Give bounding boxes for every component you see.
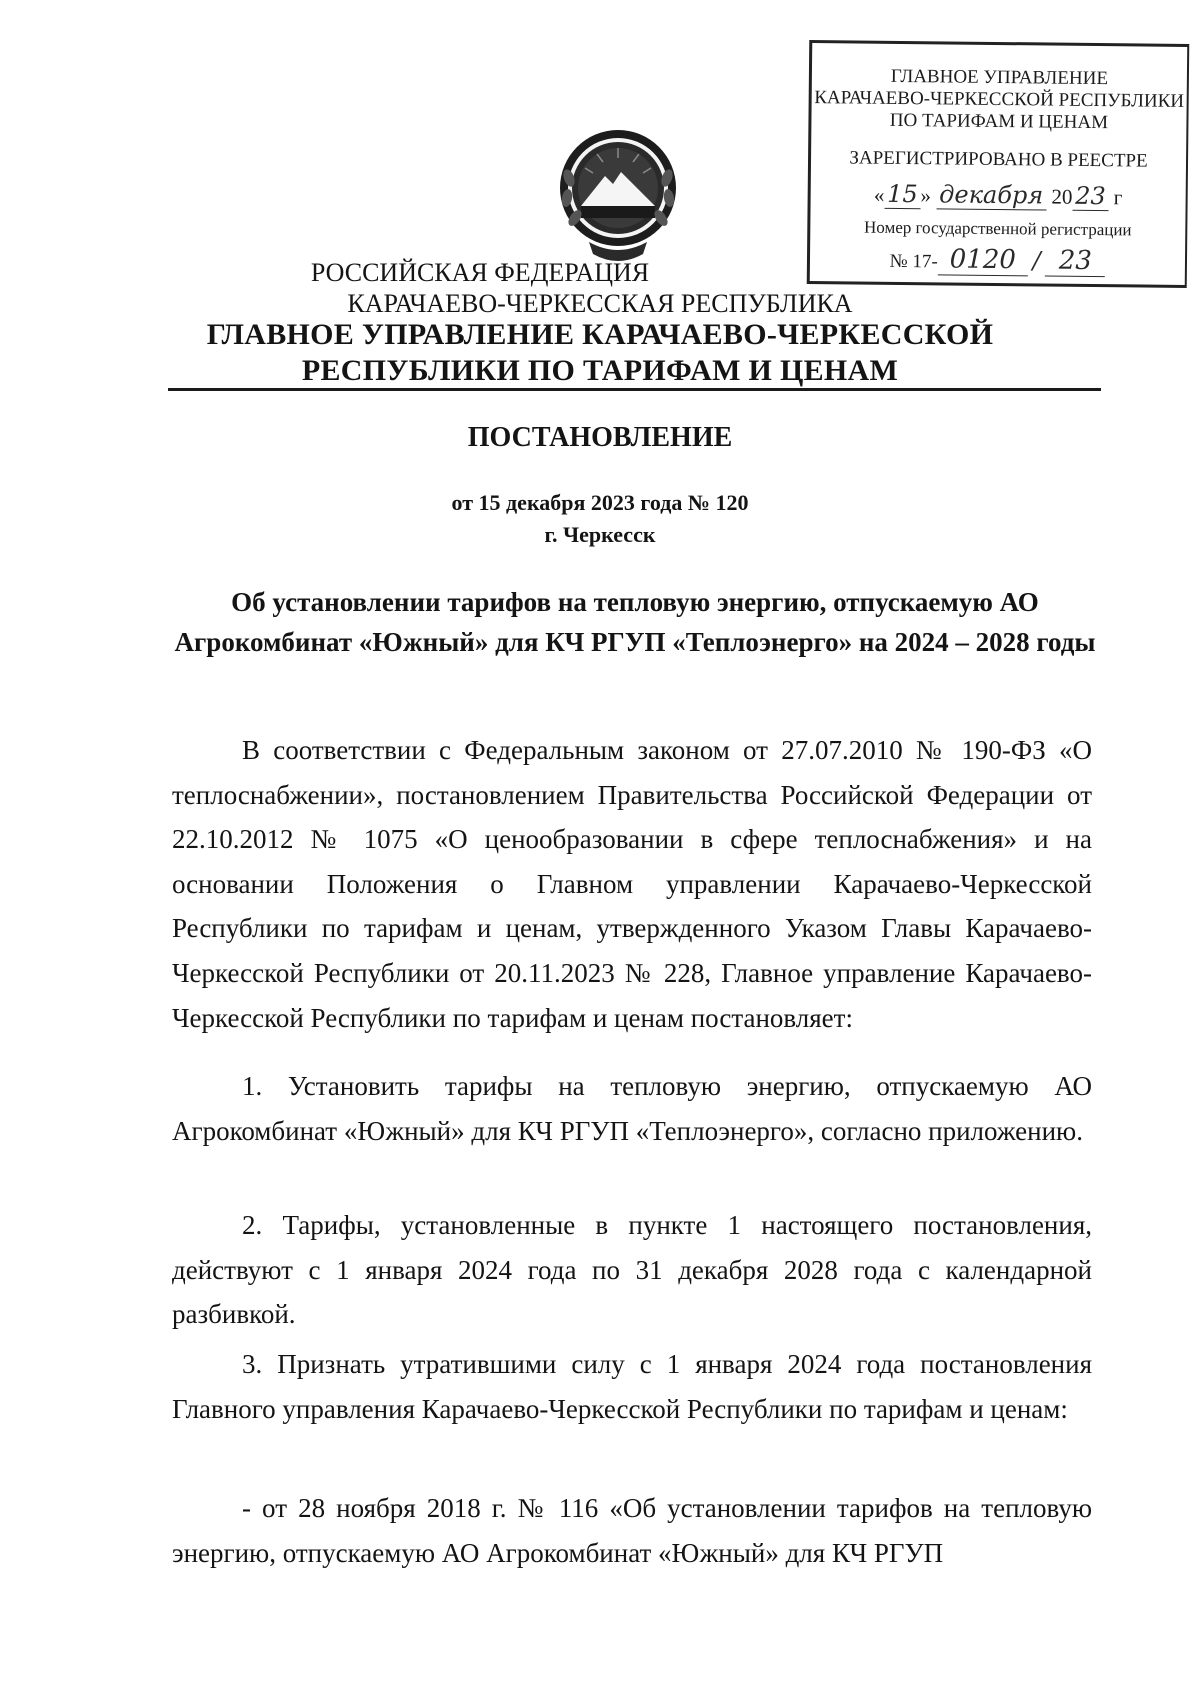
- header-republic: КАРАЧАЕВО-ЧЕРКЕССКАЯ РЕСПУБЛИКА: [347, 289, 853, 318]
- stamp-date-open-quote: «: [873, 182, 885, 207]
- registration-stamp: [807, 40, 1190, 288]
- header-organization-line1: ГЛАВНОЕ УПРАВЛЕНИЕ КАРАЧАЕВО-ЧЕРКЕССКОЙ: [206, 318, 994, 351]
- stamp-reg-year: 23: [1045, 246, 1105, 278]
- stamp-reg-separator: /: [1032, 246, 1041, 275]
- stamp-month: декабря: [936, 180, 1046, 210]
- stamp-reg-prefix: № 17-: [889, 250, 938, 273]
- document-date-number: от 15 декабря 2023 года № 120: [451, 490, 749, 515]
- stamp-day: 15: [884, 180, 920, 209]
- stamp-year-unit: г: [1113, 185, 1123, 210]
- body-item-3: 3. Признать утратившими силу с 1 января 2024 года постановления Главного управления Карачаево-Черкесской Республики по тарифам и ценам:: [172, 1349, 1092, 1424]
- stamp-year-prefix: 20: [1051, 184, 1073, 209]
- stamp-line2: КАРАЧАЕВО-ЧЕРКЕССКОЙ РЕСПУБЛИКИ: [814, 87, 1185, 112]
- header-country: РОССИЙСКАЯ ФЕДЕРАЦИЯ: [310, 258, 650, 287]
- body-item-1: 1. Установить тарифы на тепловую энергию, отпускаемую АО Агрокомбинат «Южный» для КЧ РГУП «Теплоэнерго», согласно приложению.: [172, 1071, 1092, 1146]
- coat-of-arms-emblem: [555, 118, 681, 270]
- stamp-reg-number-value: 0120: [938, 244, 1028, 276]
- header-organization-line2: РЕСПУБЛИКИ ПО ТАРИФАМ И ЦЕНАМ: [301, 354, 899, 387]
- stamp-line3: ПО ТАРИФАМ И ЦЕНАМ: [889, 109, 1109, 134]
- document-title: Об установлении тарифов на тепловую энергию, отпускаемую АО Агрокомбинат «Южный» для КЧ РГУП «Теплоэнерго» на 2024 – 2028 годы: [174, 587, 1096, 657]
- stamp-reg-number-label: Номер государственной регистрации: [863, 217, 1132, 240]
- body-preamble: В соответствии с Федеральным законом от 27.07.2010 № 190-ФЗ «О теплоснабжении», постановлением Правительства Российской Федерации от 22.10.2012 № 1075 «О ценообразовании в сфере теплоснабжения» и на основании Положения о Главном управлении Карачаево-Черкесской Республики по тарифам и ценам, утвержденного Указом Главы Карачаево-Черкесской Республики от 20.11.2023 № 228, Главное управление Карачаево-Черкесской Республики по тарифам и ценам постановляет:: [172, 735, 1092, 1033]
- header-divider: [168, 388, 1101, 391]
- document-city: г. Черкесск: [544, 522, 656, 547]
- stamp-reg-number: [810, 243, 1185, 278]
- stamp-registered: ЗАРЕГИСТРИРОВАНО В РЕЕСТРЕ: [849, 147, 1148, 172]
- document-type: ПОСТАНОВЛЕНИЕ: [467, 422, 733, 453]
- body-item-2: 2. Тарифы, установленные в пункте 1 настоящего постановления, действуют с 1 января 2024 года по 31 декабря 2028 года с календарной разбивкой.: [172, 1210, 1092, 1330]
- stamp-year-suffix: 23: [1072, 182, 1108, 211]
- body-item-3-sub-1: - от 28 ноября 2018 г. № 116 «Об установлении тарифов на тепловую энергию, отпускаемую АО Агрокомбинат «Южный» для КЧ РГУП: [172, 1493, 1092, 1568]
- stamp-line1: ГЛАВНОЕ УПРАВЛЕНИЕ: [890, 65, 1109, 90]
- stamp-date: [811, 179, 1186, 212]
- stamp-date-close-quote: »: [920, 183, 932, 208]
